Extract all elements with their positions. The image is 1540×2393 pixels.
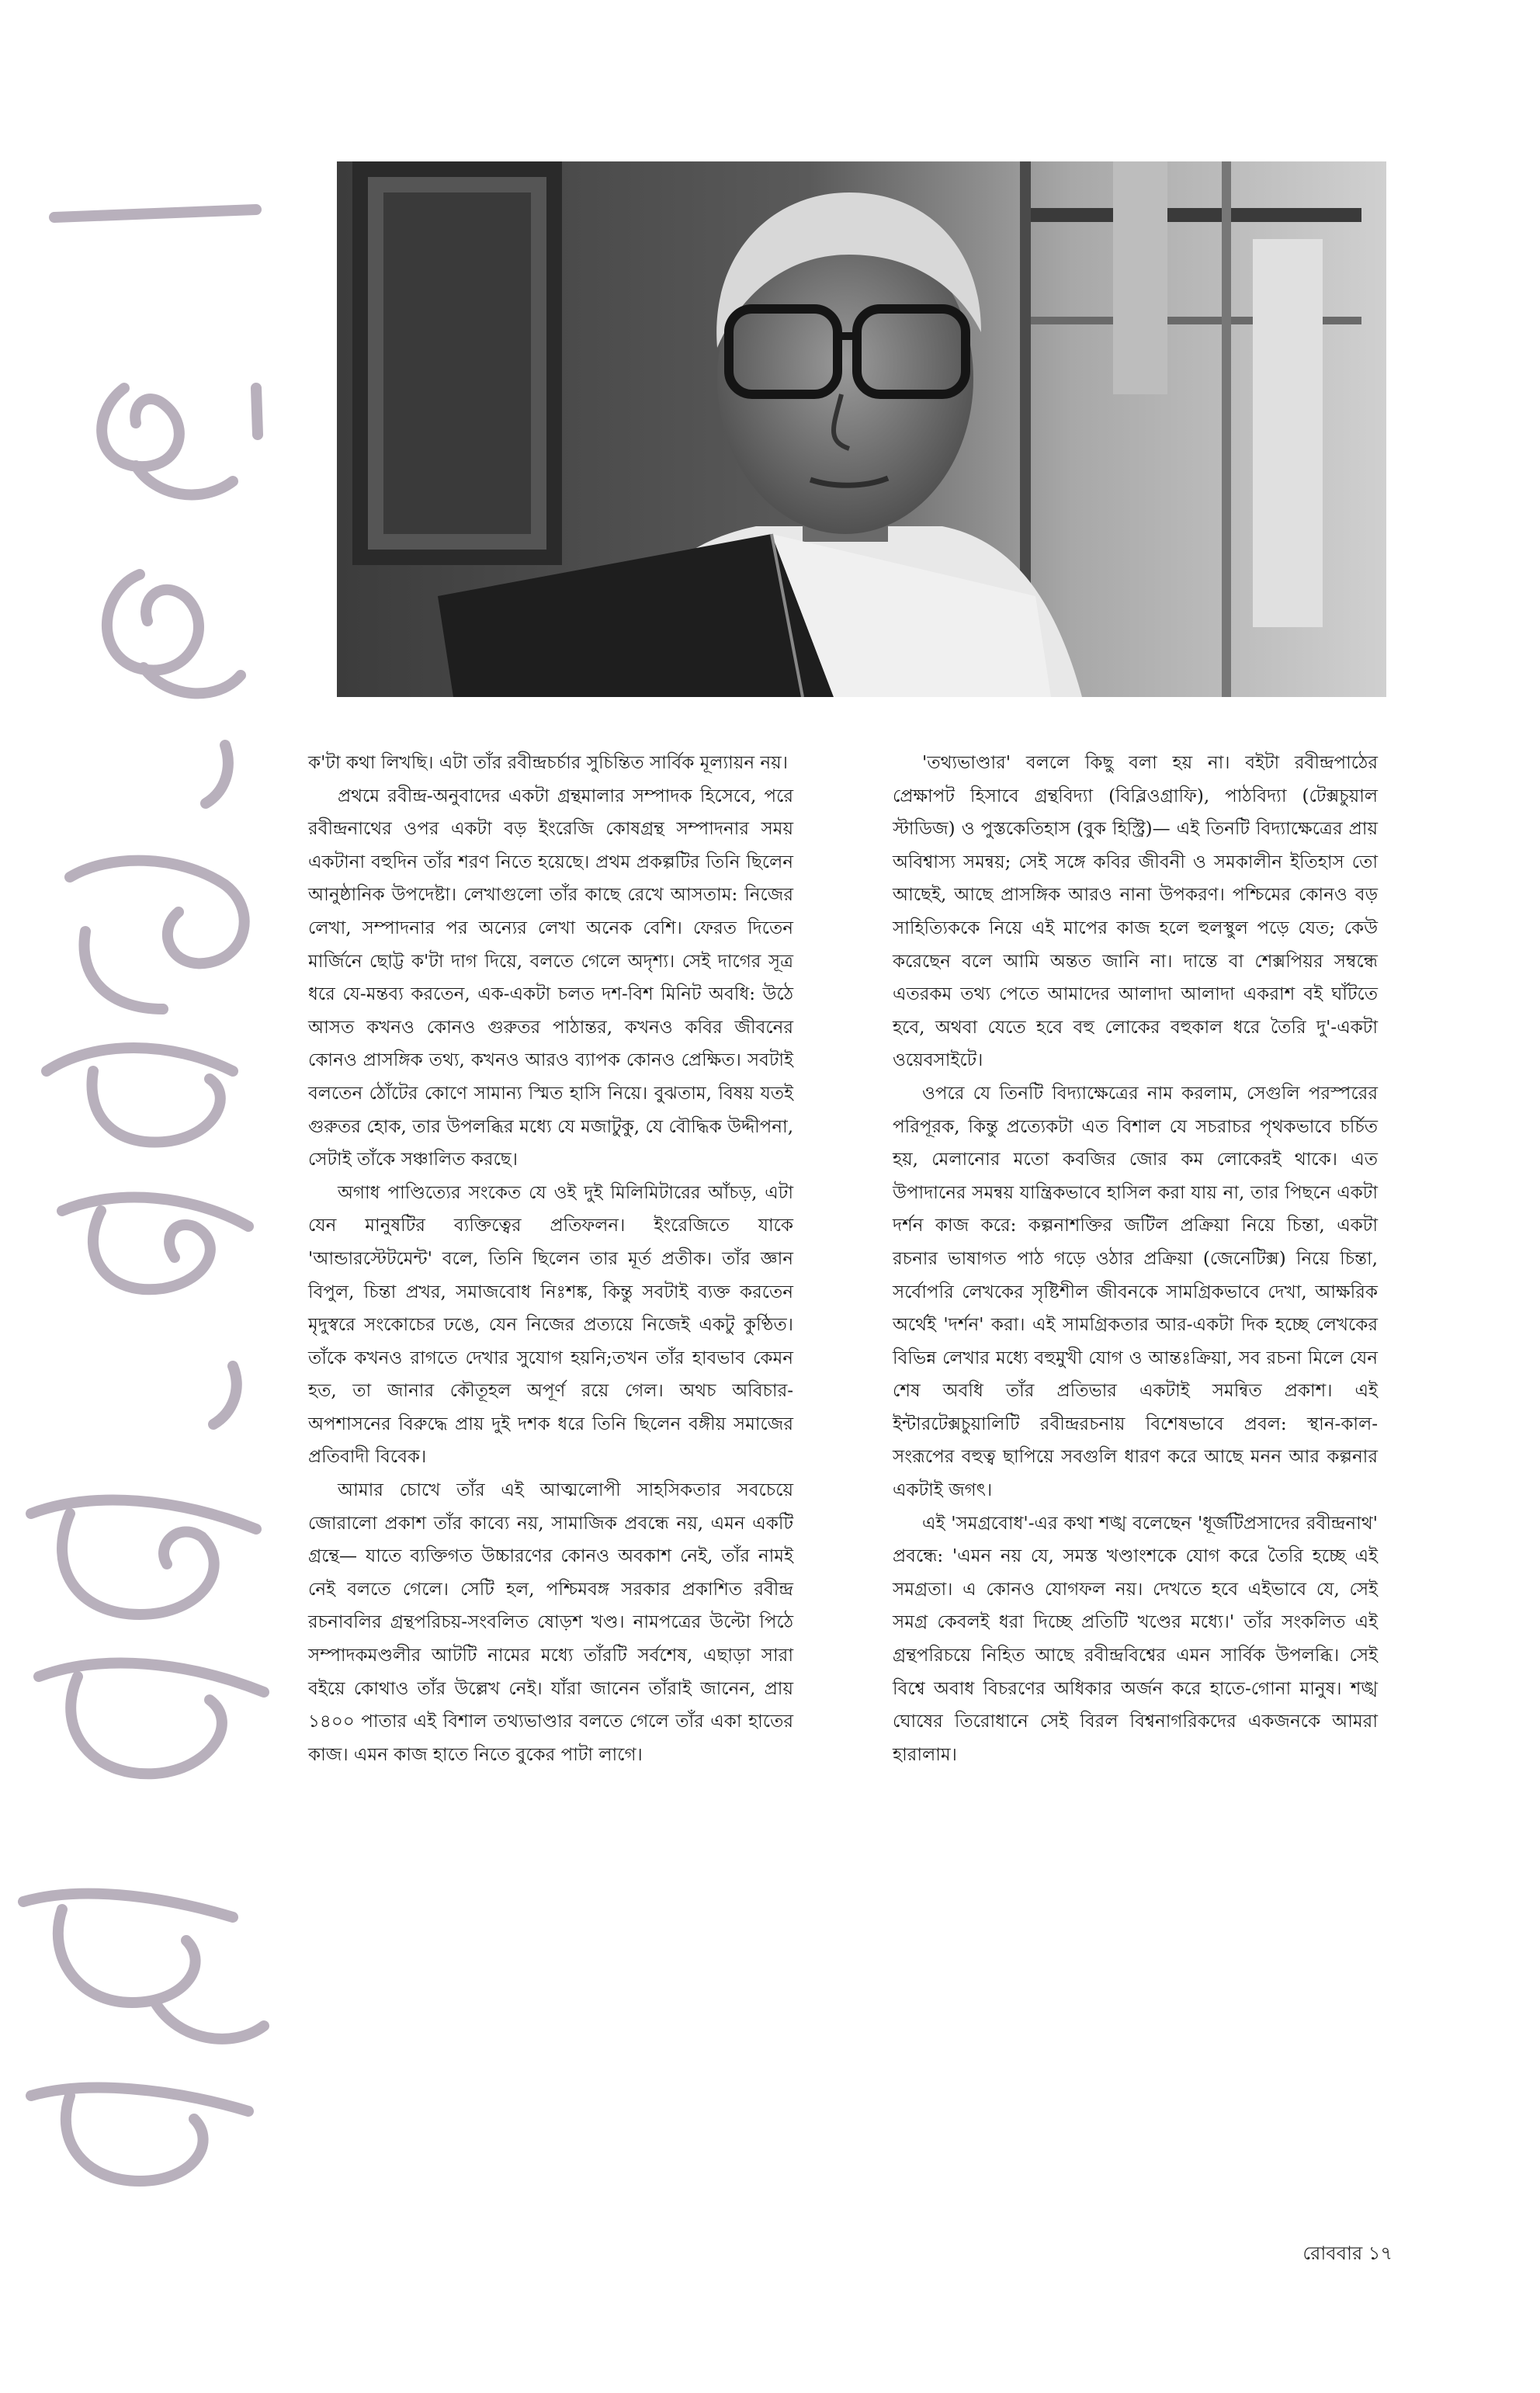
title-stroke [206, 745, 228, 803]
title-stroke [102, 388, 233, 494]
portrait-illustration [337, 161, 1386, 697]
paragraph: ক'টা কথা লিখছি। এটা তাঁর রবীন্দ্রচর্চার সুচিন্তিত সার্বিক মূল্যায়ন নয়। [308, 753, 788, 773]
title-stroke [54, 210, 256, 217]
right-text-column [893, 747, 1378, 1771]
title-stroke [31, 1500, 256, 1614]
page-footer: রোববার ১৭ [1302, 2242, 1393, 2264]
title-stroke [23, 1894, 264, 2039]
paragraph: অগাধ পাণ্ডিত্যের সংকেত যে ওই দুই মিলিমিটারের আঁচড়, এটা যেন মানুষটির ব্যক্তিত্বের প্রতিফলন। ইংরেজিতে যাকে 'আন্ডারস্টেটমেন্ট' বলে, তিনি ছিলেন তার মূর্ত প্রতীক। তাঁর জ্ঞান বিপুল, চিন্তা প্রখর, সমাজবোধ নিঃশঙ্ক, কিন্তু সবটাই ব্যক্ত করতেন মৃদুস্বরে সংকোচের ঢঙে, যেন নিজের প্রত্যয়ে নিজেই একটু কুণ্ঠিত। তাঁকে কখনও রাগতে দেখার সুযোগ হয়নি;তখন তাঁর হাবভাব কেমন হত, তা জানার কৌতূহল অপূর্ণ রয়ে গেল। অথচ অবিচার-অপশাসনের বিরুদ্ধে প্রায় দুই দশক ধরে তিনি ছিলেন বঙ্গীয় সমাজের প্রতিবাদী বিবেক। [308, 1182, 793, 1468]
handwritten-title-drawing [0, 155, 295, 2251]
paragraph: আমার চোখে তাঁর এই আত্মলোপী সাহসিকতার সবচেয়ে জোরালো প্রকাশ তাঁর কাব্যে নয়, সামাজিক প্রবন্ধে নয়, এমন একটি গ্রন্থে— যাতে ব্যক্তিগত উচ্চারণের কোনও অবকাশ নেই, তাঁর নামই নেই বলতে গেলে। সেটি হল, পশ্চিমবঙ্গ সরকার প্রকাশিত রবীন্দ্র রচনাবলির গ্রন্থপরিচয়-সংবলিত ষোড়শ খণ্ড। নামপত্রের উল্টো পিঠে সম্পাদকমণ্ডলীর আটটি নামের মধ্যে তাঁরটি সর্বশেষ, এছাড়া সারা বইয়ে কোথাও তাঁর উল্লেখ নেই। যাঁরা জানেন তাঁরাই জানেন, প্রায় ১৪০০ পাতার এই বিশাল তথ্যভাণ্ডার বলতে গেলে তাঁর একা হাতের কাজ। এমন কাজ হাতে নিতে বুকের পাটা লাগে। [308, 1480, 793, 1765]
title-stroke [31, 2088, 248, 2181]
title-stroke [107, 574, 241, 693]
title-stroke [39, 1663, 264, 1774]
title-stroke [70, 861, 245, 1009]
paragraph: ওপরে যে তিনটি বিদ্যাক্ষেত্রের নাম করলাম, সেগুলি পরস্পরের পরিপূরক, কিন্তু প্রত্যেকটা এত বিশাল যে সচরাচর পৃথকভাবে চর্চিত হয়, মেলানোর মতো কবজির জোর কম লোকেরই থাকে। এত উপাদানের সমন্বয় যান্ত্রিকভাবে হাসিল করা যায় না, তার পিছনে একটা দর্শন কাজ করে: কল্পনাশক্তির জটিল প্রক্রিয়া নিয়ে চিন্তা, একটা রচনার ভাষাগত পাঠ গড়ে ওঠার প্রক্রিয়া (জেনেটিক্স) নিয়ে চিন্তা, সর্বোপরি লেখকের সৃষ্টিশীল জীবনকে সামগ্রিকভাবে দেখা, আক্ষরিক অর্থেই 'দর্শন' করা। এই সামগ্রিকতার আর-একটা দিক হচ্ছে লেখকের বিভিন্ন লেখার মধ্যে বহুমুখী যোগ ও আন্তঃক্রিয়া, সব রচনা মিলে যেন শেষ অবধি তাঁর প্রতিভার একটাই সমন্বিত প্রকাশ। এই ইন্টারটেক্সচুয়ালিটি রবীন্দ্ররচনায় বিশেষভাবে প্রবল: স্থান-কাল-সংরূপের বহুত্ব ছাপিয়ে সবগুলি ধারণ করে আছে মনন আর কল্পনার একটাই জগৎ। [893, 1083, 1378, 1501]
margin-handwritten-title [0, 155, 295, 2251]
paragraph: এই 'সমগ্রবোধ'-এর কথা শঙ্খ বলেছেন 'ধূর্জটিপ্রসাদের রবীন্দ্রনাথ' প্রবন্ধে: 'এমন নয় যে, সমস্ত খণ্ডাংশকে যোগ করে তৈরি হচ্ছে এই সমগ্রতা। এ কোনও যোগফল নয়। দেখতে হবে এইভাবে যে, সেই সমগ্র কেবলই ধরা দিচ্ছে প্রতিটি খণ্ডের মধ্যে।' তাঁর সংকলিত এই গ্রন্থপরিচয়ে নিহিত আছে রবীন্দ্রবিশ্বের এমন সার্বিক উপলব্ধি। সেই বিশ্বে অবাধ বিচরণের অধিকার অর্জন করে হাতে-গোনা মানুষ। শঙ্খ ঘোষের তিরোধানে সেই বিরল বিশ্বনাগরিকদের একজনকে আমরা হারালাম। [893, 1513, 1378, 1765]
left-text-column [308, 747, 793, 1771]
portrait-photo [337, 161, 1386, 697]
title-stroke [256, 388, 258, 435]
title-stroke [47, 1048, 233, 1143]
paragraph: প্রথমে রবীন্দ্র-অনুবাদের একটা গ্রন্থমালার সম্পাদক হিসেবে, পরে রবীন্দ্রনাথের ওপর একটা বড় ইংরেজি কোষগ্রন্থ সম্পাদনার সময় একটানা বহুদিন তাঁর শরণ নিতে হয়েছে। প্রথম প্রকল্পটির তিনি ছিলেন আনুষ্ঠানিক উপদেষ্টা। লেখাগুলো তাঁর কাছে রেখে আসতাম: নিজের লেখা, সম্পাদনার পর অন্যের লেখা অনেক বেশি। ফেরত দিতেন মার্জিনে ছোট্ট ক'টা দাগ দিয়ে, বলতে গেলে অদৃশ্য। সেই দাগের সূত্র ধরে যে-মন্তব্য করতেন, এক-একটা চলত দশ-বিশ মিনিট অবধি: উঠে আসত কখনও কোনও গুরুতর পাঠান্তর, কখনও কবির জীবনের কোনও প্রাসঙ্গিক তথ্য, কখনও আরও ব্যাপক কোনও প্রেক্ষিত। সবটাই বলতেন ঠোঁটের কোণে সামান্য স্মিত হাসি নিয়ে। বুঝতাম, বিষয় যতই গুরুতর হোক, তার উপলব্ধির মধ্যে যে মজাটুকু, যে বৌদ্ধিক উদ্দীপনা, সেটাই তাঁকে সঞ্চালিত করছে। [308, 786, 793, 1170]
title-stroke [62, 1198, 248, 1290]
paragraph: 'তথ্যভাণ্ডার' বললে কিছু বলা হয় না। বইটা রবীন্দ্রপাঠের প্রেক্ষাপট হিসাবে গ্রন্থবিদ্যা (বিব্লিওগ্রাফি), পাঠবিদ্যা (টেক্সচুয়াল স্টাডিজ) ও পুস্তকেতিহাস (বুক হিস্ট্রি)— এই তিনটি বিদ্যাক্ষেত্রের প্রায় অবিশ্বাস্য সমন্বয়; সেই সঙ্গে কবির জীবনী ও সমকালীন ইতিহাস তো আছেই, আছে প্রাসঙ্গিক আরও নানা উপকরণ। পশ্চিমের কোনও বড় সাহিত্যিককে নিয়ে এই মাপের কাজ হলে হুলস্থুল পড়ে যেত; কেউ করেছেন বলে আমি অন্তত জানি না। দান্তে বা শেক্সপিয়র সম্বন্ধে এতরকম তথ্য পেতে আমাদের আলাদা আলাদা একরাশ বই ঘাঁটতে হবে, অথবা যেতে হবে বহু লোকের বহুকাল ধরে তৈরি দু'-একটা ওয়েবসাইটে। [893, 753, 1378, 1071]
title-stroke [213, 1366, 237, 1424]
